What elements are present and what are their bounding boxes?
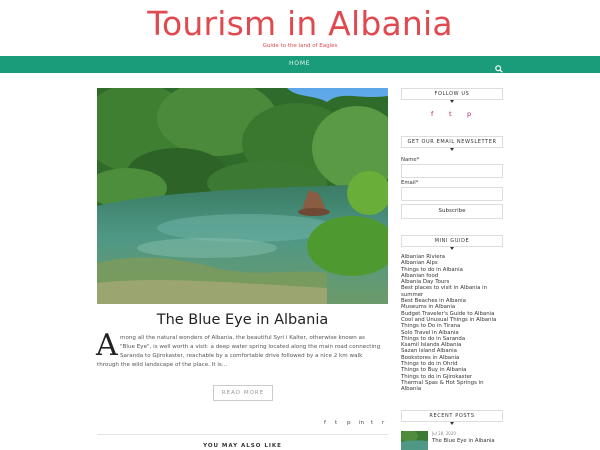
twitter-icon[interactable]: t	[449, 110, 452, 118]
guide-link[interactable]: Things to Buy in Albania	[401, 367, 467, 374]
guide-link[interactable]: Things to do in Gjirokaster	[401, 373, 473, 380]
chevron-down-icon	[450, 148, 454, 151]
share-icons	[322, 420, 388, 428]
search-icon[interactable]	[494, 59, 504, 69]
guide-link[interactable]: Museums in Albania	[401, 304, 456, 311]
post-divider	[97, 434, 388, 435]
facebook-icon[interactable]: f	[324, 420, 326, 426]
site-title[interactable]: Tourism in Albania	[147, 4, 453, 43]
read-more-button[interactable]: READ MORE	[213, 385, 273, 401]
guide-link[interactable]: Bookstores in Albania	[401, 354, 460, 361]
post-title[interactable]: The Blue Eye in Albania	[156, 312, 329, 328]
nav-home-link[interactable]: HOME	[289, 60, 311, 67]
post-excerpt-line: "Blue Eye", is well worth a visit: a deep water spring located along the main road connecting	[120, 344, 381, 350]
guide-link[interactable]: Things to Do in Tirana	[401, 323, 461, 330]
email-field[interactable]	[401, 187, 503, 201]
facebook-icon[interactable]: f	[431, 110, 434, 118]
site-tagline: Guide to the land of Eagles	[262, 43, 338, 49]
post-dropcap: A	[96, 328, 118, 363]
guide-link[interactable]: Albanian food	[401, 272, 439, 279]
guide-link[interactable]: Things to do in Saranda	[401, 335, 466, 342]
mini-guide-heading: MINI GUIDE	[401, 235, 503, 247]
post-featured-image[interactable]	[97, 88, 388, 304]
name-label: Name*	[401, 157, 420, 163]
subscribe-button[interactable]: Subscribe	[401, 204, 503, 219]
guide-link[interactable]: Sazan Island Albania	[401, 348, 457, 355]
guide-link[interactable]: Albania Day Tours	[401, 279, 450, 286]
guide-link[interactable]: Best places to visit in Albania in summer	[401, 285, 488, 298]
guide-link[interactable]: Things to do in Albania	[401, 266, 463, 273]
recent-posts-heading: RECENT POSTS	[401, 410, 503, 422]
recent-post-title[interactable]: The Blue Eye in Albania	[432, 438, 495, 444]
related-posts-heading: YOU MAY ALSO LIKE	[203, 443, 282, 449]
guide-link[interactable]: Albanian Alps	[401, 260, 438, 267]
guide-link[interactable]: Solo Travel in Albania	[401, 329, 459, 336]
chevron-down-icon	[450, 100, 454, 103]
main-navbar	[0, 56, 600, 73]
guide-link[interactable]: Things to do in Ohrid	[401, 361, 458, 368]
pinterest-icon[interactable]: p	[347, 420, 351, 426]
chevron-down-icon	[450, 247, 454, 250]
chevron-down-icon	[450, 422, 454, 425]
guide-link[interactable]: Cool and Unusual Things in Albania	[401, 316, 497, 323]
guide-link[interactable]: Albanian Riviera	[401, 254, 446, 260]
guide-link[interactable]: Thermal Spas & Hot Springs in Albania	[401, 379, 484, 393]
mini-guide-list	[401, 254, 505, 393]
pinterest-icon[interactable]: p	[467, 110, 472, 118]
post-excerpt-line: mong all the natural wonders of Albania, the beautiful Syri i Kalter, otherwise known as	[120, 335, 365, 341]
reddit-icon[interactable]: r	[382, 420, 385, 426]
recent-post-date: Jul 28, 2020	[432, 431, 456, 436]
email-label: Email*	[401, 180, 419, 186]
guide-link[interactable]: Budget Traveler's Guide to Albania	[401, 310, 495, 317]
linkedin-icon[interactable]: in	[359, 420, 365, 426]
name-field[interactable]	[401, 164, 503, 178]
tumblr-icon[interactable]: t	[371, 420, 374, 426]
recent-post-thumbnail[interactable]	[401, 431, 428, 450]
follow-widget-heading: FOLLOW US	[401, 88, 503, 100]
twitter-icon[interactable]: t	[335, 420, 338, 426]
post-excerpt-line: through the wild landscape of the place. It is...	[97, 362, 228, 368]
guide-link[interactable]: Best Beaches in Albania	[401, 298, 466, 305]
post-excerpt-line: Saranda to Gjirokaster, reachable by a comfortable drive followed by a nice 2 km walk	[120, 353, 363, 359]
guide-link[interactable]: Ksamil Islands Albania	[401, 342, 462, 349]
newsletter-widget-heading: GET OUR EMAIL NEWSLETTER	[401, 136, 503, 148]
